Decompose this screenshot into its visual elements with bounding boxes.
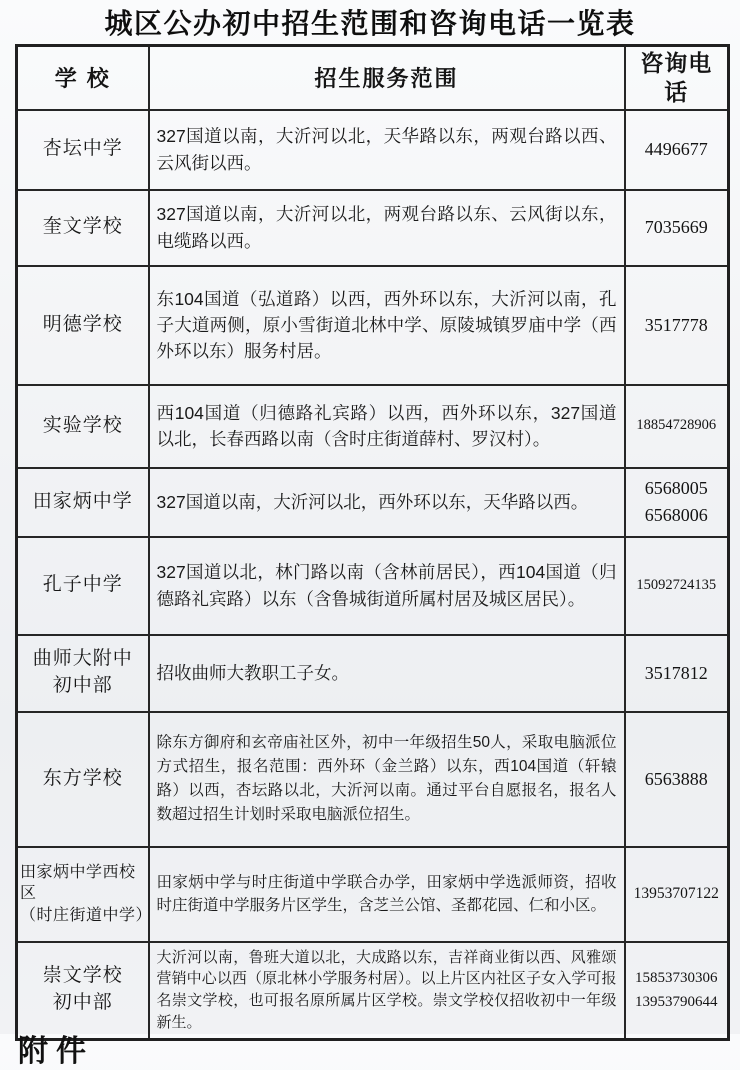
phone-number (625, 537, 729, 635)
school-name-subline: 初中部 (52, 675, 113, 696)
table-row-kongzi (17, 537, 729, 635)
school-name (17, 635, 149, 712)
school-name (17, 847, 153, 942)
school-name: 奎文学校 (17, 190, 149, 266)
school-name: 东方学校 (17, 712, 149, 847)
service-range: 田家炳中学与时庄街道中学联合办学，田家炳中学选派师资，招收时庄街道中学服务片区学生，含芝兰公馆、圣都花园、仁和小区。 (149, 847, 625, 942)
school-name-line: 崇文学校 (42, 965, 123, 987)
school-name: 实验学校 (17, 385, 149, 468)
phone-value: 3517812 (644, 662, 708, 683)
col-header-phone: 咨询电话 (625, 46, 729, 110)
service-range: 327国道以南，大沂河以北，天华路以东，两观台路以西、云风街以西。 (149, 110, 625, 190)
phone-value: 15853730306 (635, 970, 718, 986)
table-row-tianjiabing (17, 468, 729, 537)
school-name: 田家炳中学 (17, 468, 149, 537)
phone-number (625, 942, 729, 1040)
phone-value: 18854728906 (636, 417, 717, 434)
service-range: 327国道以南，大沂河以北，两观台路以东、云风街以东，电缆路以西。 (149, 190, 625, 266)
col-header-school: 学 校 (17, 46, 149, 110)
footer-partial-text: 附件 (18, 1035, 94, 1068)
service-range: 西104国道（归德路礼宾路）以西，西外环以东，327国道以北，长春西路以南（含时庄街道薛村、罗汉村）。 (149, 385, 625, 468)
school-name-subline: （时庄街道中学） (20, 906, 153, 924)
table-row-qushida (17, 635, 729, 712)
school-name: 孔子中学 (17, 537, 149, 635)
phone-value: 6568005 (644, 478, 708, 498)
phone-value: 15092724135 (636, 576, 717, 593)
service-range: 东104国道（弘道路）以西，西外环以东，大沂河以南，孔子大道两侧，原小雪街道北林中学、原陵城镇罗庙中学（西外环以东）服务村居。 (149, 266, 625, 385)
phone-number (625, 110, 729, 190)
phone-number (625, 266, 729, 385)
phone-value: 6568006 (644, 505, 708, 525)
school-name-line: 曲师大附中 (32, 648, 133, 670)
page-title: 城区公办初中招生范围和咨询电话一览表 (104, 8, 636, 39)
school-name: 杏坛中学 (17, 110, 149, 190)
phone-number (625, 385, 729, 468)
service-range: 除东方御府和玄帝庙社区外，初中一年级招生50人，采取电脑派位方式招生，报名范围：西外环（金兰路）以东，西104国道（轩辕路）以西，杏坛路以北，大沂河以南。通过平台自愿报名，报名人数超过招生计划时采取电脑派位招生。 (149, 712, 625, 847)
phone-value: 7035669 (644, 217, 708, 237)
table-row-xingtan (17, 110, 729, 190)
school-name-subline: 初中部 (52, 992, 113, 1013)
phone-value: 3517778 (644, 314, 708, 335)
school-name-line: 田家炳中学西校区 (20, 863, 136, 903)
phone-value: 13953790644 (635, 994, 718, 1010)
service-range: 327国道以北，林门路以南（含林前居民），西104国道（归德路礼宾路）以东（含鲁城街道所属村居及城区居民）。 (149, 537, 625, 635)
service-range: 大沂河以南，鲁班大道以北，大成路以东，吉祥商业街以西、风雅颂营销中心以西（原北林小学服务村居）。以上片区内社区子女入学可报名崇文学校，也可报名原所属片区学校。崇文学校仅招收初中一年级新生。 (149, 942, 625, 1040)
phone-number (625, 468, 729, 537)
service-range: 招收曲师大教职工子女。 (149, 635, 625, 712)
phone-number (625, 847, 729, 942)
phone-number (625, 635, 729, 712)
table-row-tianjiabing-west (17, 847, 729, 942)
phone-number (625, 190, 729, 266)
phone-value: 4496677 (644, 139, 708, 159)
table-row-shiyan (17, 385, 729, 468)
table-row-mingde (17, 266, 729, 385)
table-row-dongfang (17, 712, 729, 847)
phone-number (625, 712, 729, 847)
table-row-kuiwen (17, 190, 729, 266)
school-name (17, 942, 149, 1040)
phone-value: 6563888 (644, 768, 708, 789)
col-header-range: 招生服务范围 (149, 46, 625, 110)
enrollment-table (15, 44, 730, 1041)
header-row (17, 46, 729, 110)
school-name: 明德学校 (17, 266, 149, 385)
service-range: 327国道以南，大沂河以北，西外环以东，天华路以西。 (149, 468, 625, 537)
phone-value: 13953707122 (633, 885, 719, 903)
table-row-chongwen (17, 942, 729, 1040)
